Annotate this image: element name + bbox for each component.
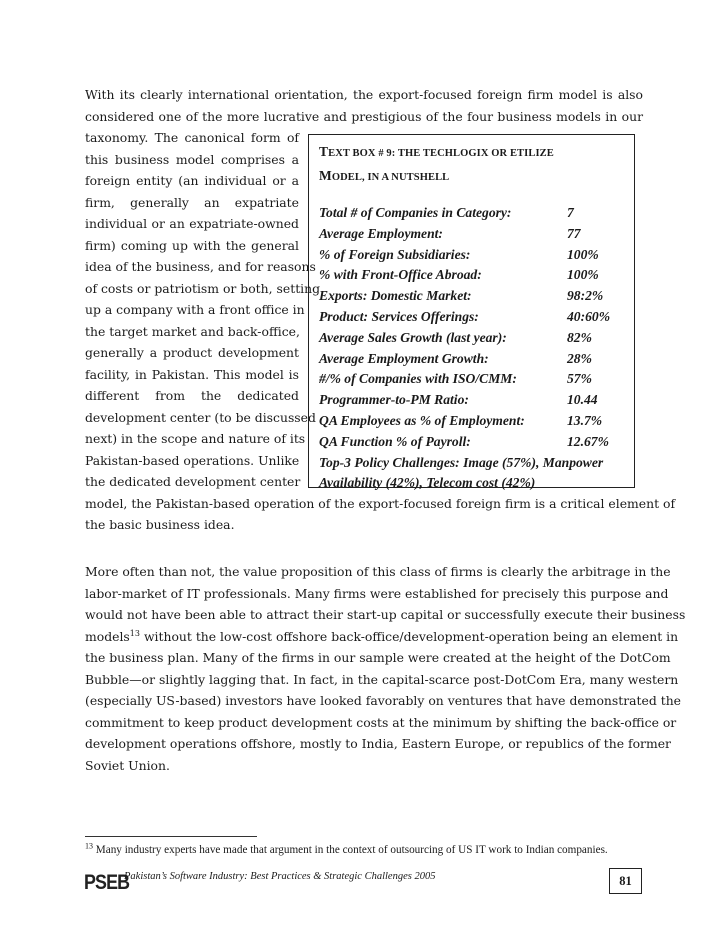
paragraph-line: firm, generally an expatriate — [85, 194, 299, 210]
footnote-ref[interactable]: 13 — [129, 628, 140, 638]
stat-row: % of Foreign Subsidiaries: 100% — [319, 246, 599, 262]
paragraph-2 — [85, 561, 686, 776]
stat-row: % with Front-Office Abroad: 100% — [319, 267, 599, 283]
paragraph-line: the business plan. Many of the firms in our sample were created at the height of the DotCom — [85, 650, 671, 665]
stat-row: Average Employment: 77 — [319, 225, 581, 241]
text-box-title: TEXT BOX # 9: THE TECHLOGIX OR ETILIZE MODEL, IN A NUTSHELL — [319, 144, 554, 183]
text-box-9 — [308, 134, 635, 491]
paragraph-line: next) in the scope and nature of its — [85, 431, 306, 446]
stat-row: Exports: Domestic Market: 98:2% — [319, 288, 604, 304]
paragraph-line: idea of the business, and for reasons — [85, 259, 316, 274]
footnote-number: 13 — [85, 841, 93, 851]
paragraph-line: commitment to keep product development costs at the minimum by shifting the back-office or — [85, 714, 677, 730]
paragraph-line: individual or an expatriate-owned — [85, 216, 299, 231]
paragraph-line: Pakistan-based operations. Unlike — [85, 452, 300, 468]
paragraph-line: development center (to be discussed — [85, 409, 316, 425]
paragraph-line: of costs or patriotism or both, setting — [85, 280, 321, 296]
paragraph-line: model, the Pakistan-based operation of the export-focused foreign firm is a critical element of — [85, 495, 676, 511]
paragraph-line: this business model comprises a — [85, 151, 299, 167]
page-number: 81 — [609, 868, 642, 894]
paragraph-line: More often than not, the value proposition of this class of firms is clearly the arbitrage in the — [85, 564, 671, 579]
policy-challenges: Top-3 Policy Challenges: Image (57%), Manpower Availability (42%), Telecom cost (42%) — [319, 454, 604, 491]
footnote — [85, 843, 608, 857]
paragraph-line: firm) coming up with the general — [85, 237, 299, 253]
paragraph-line: labor-market of IT professionals. Many firms were established for precisely this purpose and — [85, 585, 669, 601]
paragraph-line: the dedicated development center — [85, 474, 301, 489]
stat-row: QA Function % of Payroll: 12.67% — [319, 433, 609, 449]
paragraph-line: the basic business idea. — [85, 517, 235, 532]
paragraph-line: foreign entity (an individual or a — [85, 173, 299, 188]
stat-row: Total # of Companies in Category: 7 — [319, 205, 574, 220]
paragraph-line: facility, in Pakistan. This model is — [85, 366, 299, 382]
paragraph-line: would not have been able to attract their start-up capital or successfully execute their business — [85, 607, 686, 622]
paragraph-line: development operations offshore, mostly to India, Eastern Europe, or republics of the former — [85, 736, 671, 751]
paragraph-line: taxonomy. The canonical form of — [85, 130, 299, 145]
paragraph-line: models$^{13}$ without the low-cost offshore back-office/development-operation being an element in — [85, 628, 679, 644]
paragraph-line: different from the dedicated — [85, 388, 299, 403]
paragraph-line: Soviet Union. — [85, 757, 170, 773]
stat-row: Average Employment Growth: 28% — [319, 350, 592, 366]
paragraph-line: up a company with a front office in — [85, 302, 305, 317]
stat-row: Product: Services Offerings: 40:60% — [319, 308, 611, 324]
footnote-text: Many industry experts have made that argument in the context of outsourcing of US IT work to Indian companies. — [95, 844, 608, 856]
paragraph-line: (especially US-based) investors have looked favorably on ventures that have demonstrated the — [85, 693, 682, 708]
paragraph-line: Bubble—or slightly lagging that. In fact, in the capital-scarce post-DotCom Era, many western — [85, 671, 679, 687]
paragraph-line: generally a product development — [85, 345, 299, 360]
footnote-divider — [85, 836, 257, 837]
stat-row: Average Sales Growth (last year): 82% — [319, 329, 592, 345]
stats-list — [319, 203, 624, 453]
stat-row: Programmer-to-PM Ratio: 10.44 — [319, 392, 598, 408]
stat-row: QA Employees as % of Employment: 13.7% — [319, 412, 603, 428]
pseb-logo: PSEB — [84, 871, 130, 894]
footer-title: Pakistan’s Software Industry: Best Practices & Strategic Challenges 2005 — [124, 871, 436, 882]
paragraph-line: the target market and back-office, — [85, 323, 300, 339]
paragraph-line: With its clearly international orientation, the export-focused foreign firm model is also — [85, 87, 643, 102]
paragraph-line: considered one of the more lucrative and prestigious of the four business models in our — [85, 108, 643, 124]
stat-row: #/% of Companies with ISO/CMM: 57% — [319, 371, 592, 387]
